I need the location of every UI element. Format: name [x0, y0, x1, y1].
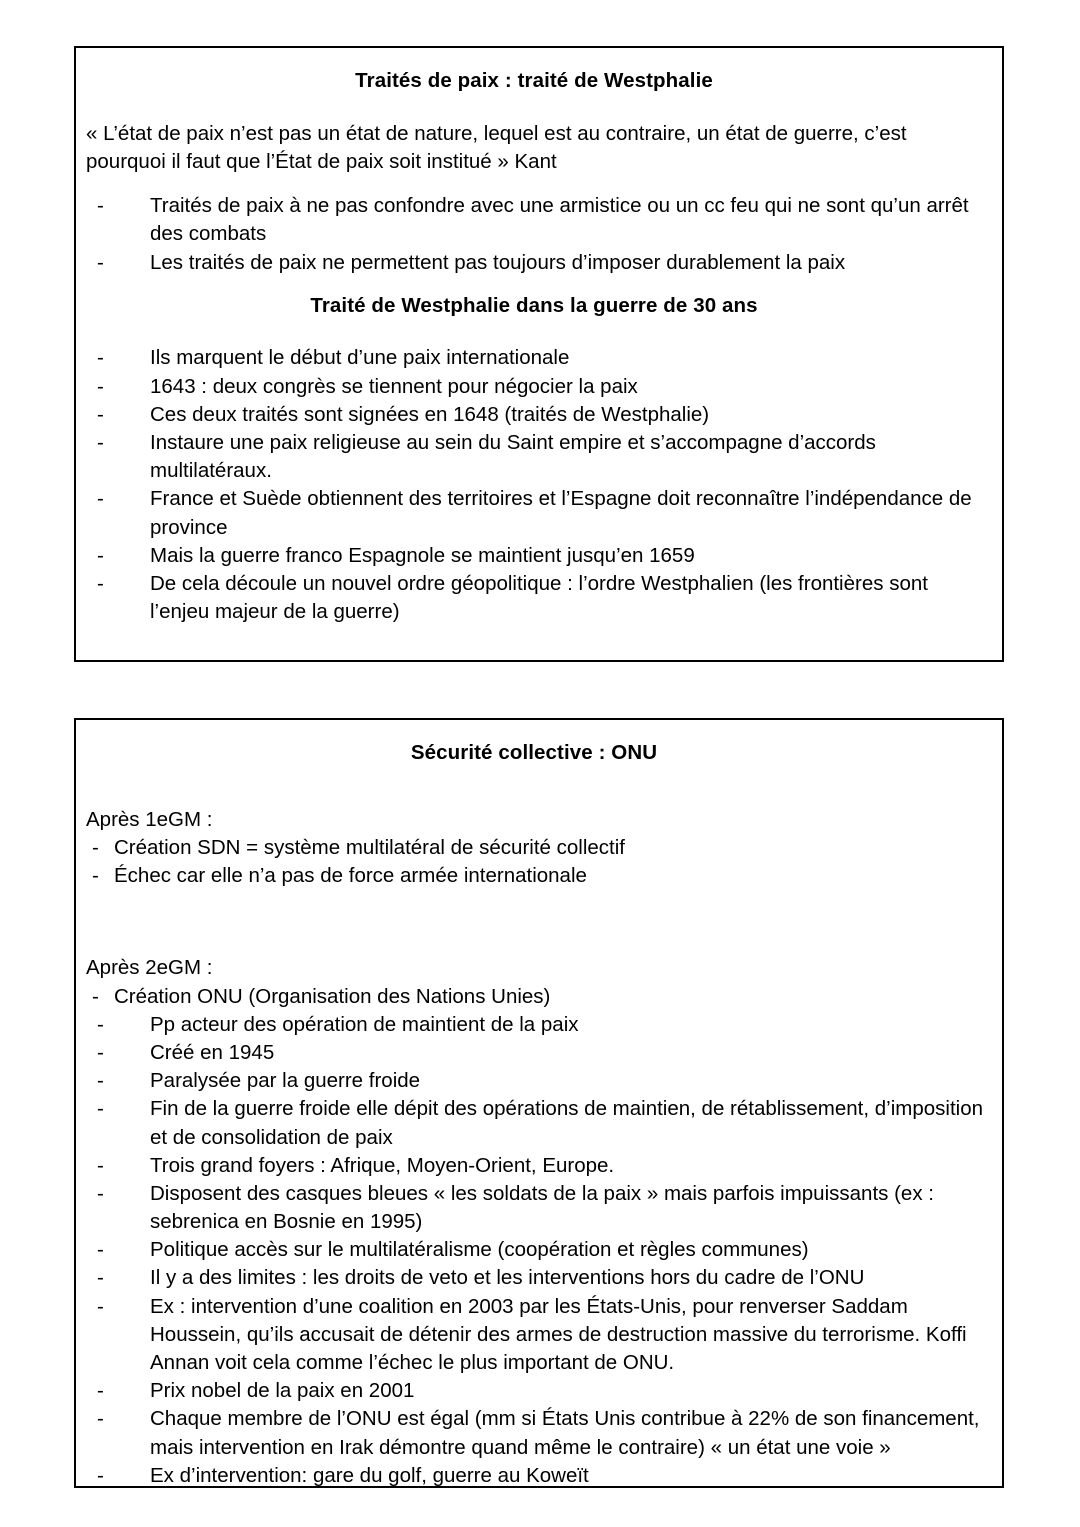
list-item: - Ex : intervention d’une coalition en 2003 par les États-Unis, pour renverser Saddam Houssein, qu’ils accusait de détenir des armes de destruction massive du terrorisme. Koffi Annan voit cela comme l’échec le plus important de ONU.: [84, 1293, 984, 1378]
list-item: - Création ONU (Organisation des Nations Unies): [84, 983, 984, 1011]
bullet-list-1egm: [84, 834, 984, 890]
list-item: - Ils marquent le début d’une paix internationale: [84, 344, 984, 372]
list-item: - France et Suède obtiennent des territoires et l’Espagne doit reconnaître l’indépendance de province: [84, 485, 984, 541]
spacer: [84, 94, 984, 120]
bullet-list-westphalie: [84, 344, 984, 626]
list-item: - 1643 : deux congrès se tiennent pour négocier la paix: [84, 373, 984, 401]
list-item: - Instaure une paix religieuse au sein du Saint empire et s’accompagne d’accords multilatéraux.: [84, 429, 984, 485]
page-title-traites-de-paix: Traités de paix : traité de Westphalie: [355, 69, 713, 92]
box-westphalie-content: [76, 48, 1002, 636]
list-item: - Ces deux traités sont signées en 1648 (traités de Westphalie): [84, 401, 984, 429]
list-item: - Paralysée par la guerre froide: [84, 1067, 984, 1095]
list-item: - Traités de paix à ne pas confondre avec une armistice ou un cc feu qui ne sont qu’un arrêt des combats: [84, 192, 984, 248]
list-item: - Les traités de paix ne permettent pas toujours d’imposer durablement la paix: [84, 249, 984, 277]
list-item: - Ex d’intervention: gare du golf, guerre au Koweït: [84, 1462, 984, 1490]
bullet-list-traites-intro: [84, 192, 984, 277]
box-onu-content: [76, 720, 1002, 1500]
bullet-list-2egm-rest: [84, 1011, 984, 1490]
section-heading-westphalie-30-ans: Traité de Westphalie dans la guerre de 30 ans: [310, 293, 758, 317]
label-apres-2egm: Après 2eGM :: [86, 956, 213, 980]
list-item: - Il y a des limites : les droits de veto et les interventions hors du cadre de l’ONU: [84, 1264, 984, 1292]
spacer: [84, 176, 984, 192]
label-apres-1egm: Après 1eGM :: [86, 807, 213, 831]
spacer: [84, 277, 984, 293]
list-item: - Politique accès sur le multilatéralisme (coopération et règles communes): [84, 1236, 984, 1264]
note-box-traites-de-paix: [74, 46, 1004, 662]
list-item: - Disposent des casques bleues « les soldats de la paix » mais parfois impuissants (ex : sebrenica en Bosnie en 1995): [84, 1180, 984, 1236]
page-title-securite-collective: Sécurité collective : ONU: [410, 741, 658, 764]
list-item: - Échec car elle n’a pas de force armée internationale: [84, 862, 984, 890]
note-box-securite-collective: [74, 718, 1004, 1488]
list-item: - De cela découle un nouvel ordre géopolitique : l’ordre Westphalien (les frontières sont l’enjeu majeur de la guerre): [84, 570, 984, 626]
spacer: [84, 318, 984, 344]
bullet-list-2egm-first: [84, 983, 984, 1011]
list-item: - Créé en 1945: [84, 1039, 984, 1067]
list-item: - Mais la guerre franco Espagnole se maintient jusqu’en 1659: [84, 542, 984, 570]
list-item: - Prix nobel de la paix en 2001: [84, 1377, 984, 1405]
spacer: [84, 890, 984, 954]
list-item: - Chaque membre de l’ONU est égal (mm si États Unis contribue à 22% de son financement, mais intervention en Irak démontre quand même le contraire) « un état une voie »: [84, 1405, 984, 1461]
list-item: - Pp acteur des opération de maintient de la paix: [84, 1011, 984, 1039]
spacer: [84, 766, 984, 806]
list-item: - Fin de la guerre froide elle dépit des opérations de maintien, de rétablissement, d’imposition et de consolidation de paix: [84, 1095, 984, 1151]
kant-quote-paragraph: « L’état de paix n’est pas un état de nature, lequel est au contraire, un état de guerre, c’est pourquoi il faut que l’État de paix soit institué » Kant: [86, 121, 907, 173]
list-item: - Trois grand foyers : Afrique, Moyen-Orient, Europe.: [84, 1152, 984, 1180]
list-item: - Création SDN = système multilatéral de sécurité collectif: [84, 834, 984, 862]
